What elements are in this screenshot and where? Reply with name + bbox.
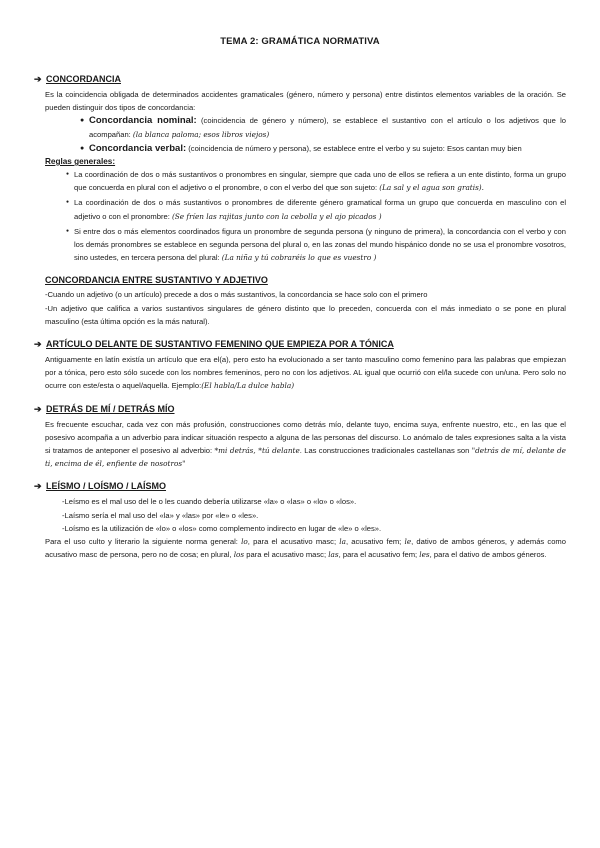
section-heading-sustantivo-adjetivo: CONCORDANCIA ENTRE SUSTANTIVO Y ADJETIVO <box>45 275 268 286</box>
concordancia-intro: Es la coincidencia obligada de determinados accidentes gramaticales (género, número y persona) entre distintos elementos variables de la oración. Se pueden distinguir dos tipos de concordancia: <box>45 90 566 113</box>
list-item: ● Concordancia nominal: (coincidencia de género y número), se establece el sustantivo con el artículo o los adjetivos que lo acompañan: (la blanca paloma; esos libros viejos) <box>89 114 566 140</box>
list-item: ● Concordancia verbal: (coincidencia de número y persona), se establece entre el verbo y su sujeto: Esos cantan muy bien <box>89 142 566 155</box>
concordancia-types <box>89 114 566 155</box>
rules-heading: Reglas generales: <box>45 157 116 167</box>
list-item: ● La coordinación de dos o más sustantivos o pronombres de diferente género gramatical forma un grupo que concuerda en masculino con el adjetivo o con el pronombre: (Se fríen las rajitas junto con la cebolla y el ajo picados ) <box>74 196 566 222</box>
section-heading-articulo: ➔ ARTÍCULO DELANTE DE SUSTANTIVO FEMENINO QUE EMPIEZA POR A TÓNICA <box>34 339 394 350</box>
articulo-paragraph: Antiguamente en latín existía un artículo que era el(a), pero esto ha evolucionado a ser tanto masculino como femenino para las palabras que empiezan por a tónica, pero esto sólo sucede con los nombres femeninos, pero no con los adjetivos. AL igual que ocurrió con el/la sucede con un/una. Pero solo no ocurre con este/esta o aquel/aquella. Ejemplo:(El habla/La dulce habla) <box>45 355 566 391</box>
section-heading-concordancia: ➔ CONCORDANCIA <box>34 74 121 84</box>
list-item: ● La coordinación de dos o más sustantivos o pronombres en singular, siempre que cada uno de ellos se refiera a un ente distinto, forma un grupo que concuerda en plural con el adjetivo o el pronombre, o con el verbo del que son sujeto: (La sal y el agua son gratis). <box>74 168 566 194</box>
paragraph-line: -Cuando un adjetivo (o un artículo) precede a dos o más sustantivos, la concordancia se hace solo con el primero <box>45 290 428 300</box>
arrow-icon: ➔ <box>34 481 42 492</box>
arrow-icon: ➔ <box>34 403 42 414</box>
section-heading-detras: ➔ DETRÁS DE MÍ / DETRÁS MÍO <box>34 403 175 414</box>
leismo-list <box>62 495 566 535</box>
section-heading-leismo: ➔ LEÍSMO / LOÍSMO / LAÍSMO <box>34 481 167 492</box>
page-title: TEMA 2: GRAMÁTICA NORMATIVA <box>220 36 380 47</box>
rules-list <box>74 168 566 264</box>
list-item: -Laísmo sería el mal uso del «la» y «las» por «le» o «les». <box>62 510 259 520</box>
arrow-icon: ➔ <box>34 339 42 350</box>
arrow-icon: ➔ <box>34 74 42 84</box>
list-item: -Loísmo es la utilización de «lo» o «los» como complemento indirecto en lugar de «le» o «les». <box>62 523 382 533</box>
document-page <box>34 36 566 561</box>
paragraph-line: -Un adjetivo que califica a varios sustantivos singulares de género distinto que lo preceden, concuerda con el más inmediato o se pone en plural masculino (esta última opción es la más natural). <box>45 303 566 326</box>
detras-paragraph: Es frecuente escuchar, cada vez con más profusión, construcciones como detrás mío, delante tuyo, encima suya, enfrente nuestro, etc., en las que el posesivo acompaña a un adverbio para indicar situación respecto a alguna de las personas del discurso. Lo anómalo de tales expresiones salta a la vista si tratamos de anteponer el posesivo al adverbio: *mi detrás, *tú delante. Las construcciones tradicionales castellanas son "detrás de mí, delante de ti, encima de él, enfiente de nosotros" <box>45 419 566 469</box>
list-item: ● Si entre dos o más elementos coordinados figura un pronombre de segunda persona (y ninguno de primera), la concordancia con el verbo y con los demás pronombres se establece en segunda persona del plural o, en las zonas del mundo hispánico donde no se usa el pronombre vosotros, sino ustedes, en tercera persona del plural: (La niña y tú cobraréis lo que es vuestro ) <box>74 225 566 265</box>
norma-paragraph: Para el uso culto y literario la siguiente norma general: lo, para el acusativo masc; la, acusativo fem; le, dativo de ambos géneros, y además como acusativo masc de persona, pero no de cosa; en plural, los para el acusativo masc; las, para el acusativo fem; les, para el dativo de ambos géneros. <box>45 537 566 560</box>
list-item: -Leísmo es el mal uso del le o les cuando debería utilizarse «la» o «las» o «lo» o «los». <box>62 497 357 507</box>
